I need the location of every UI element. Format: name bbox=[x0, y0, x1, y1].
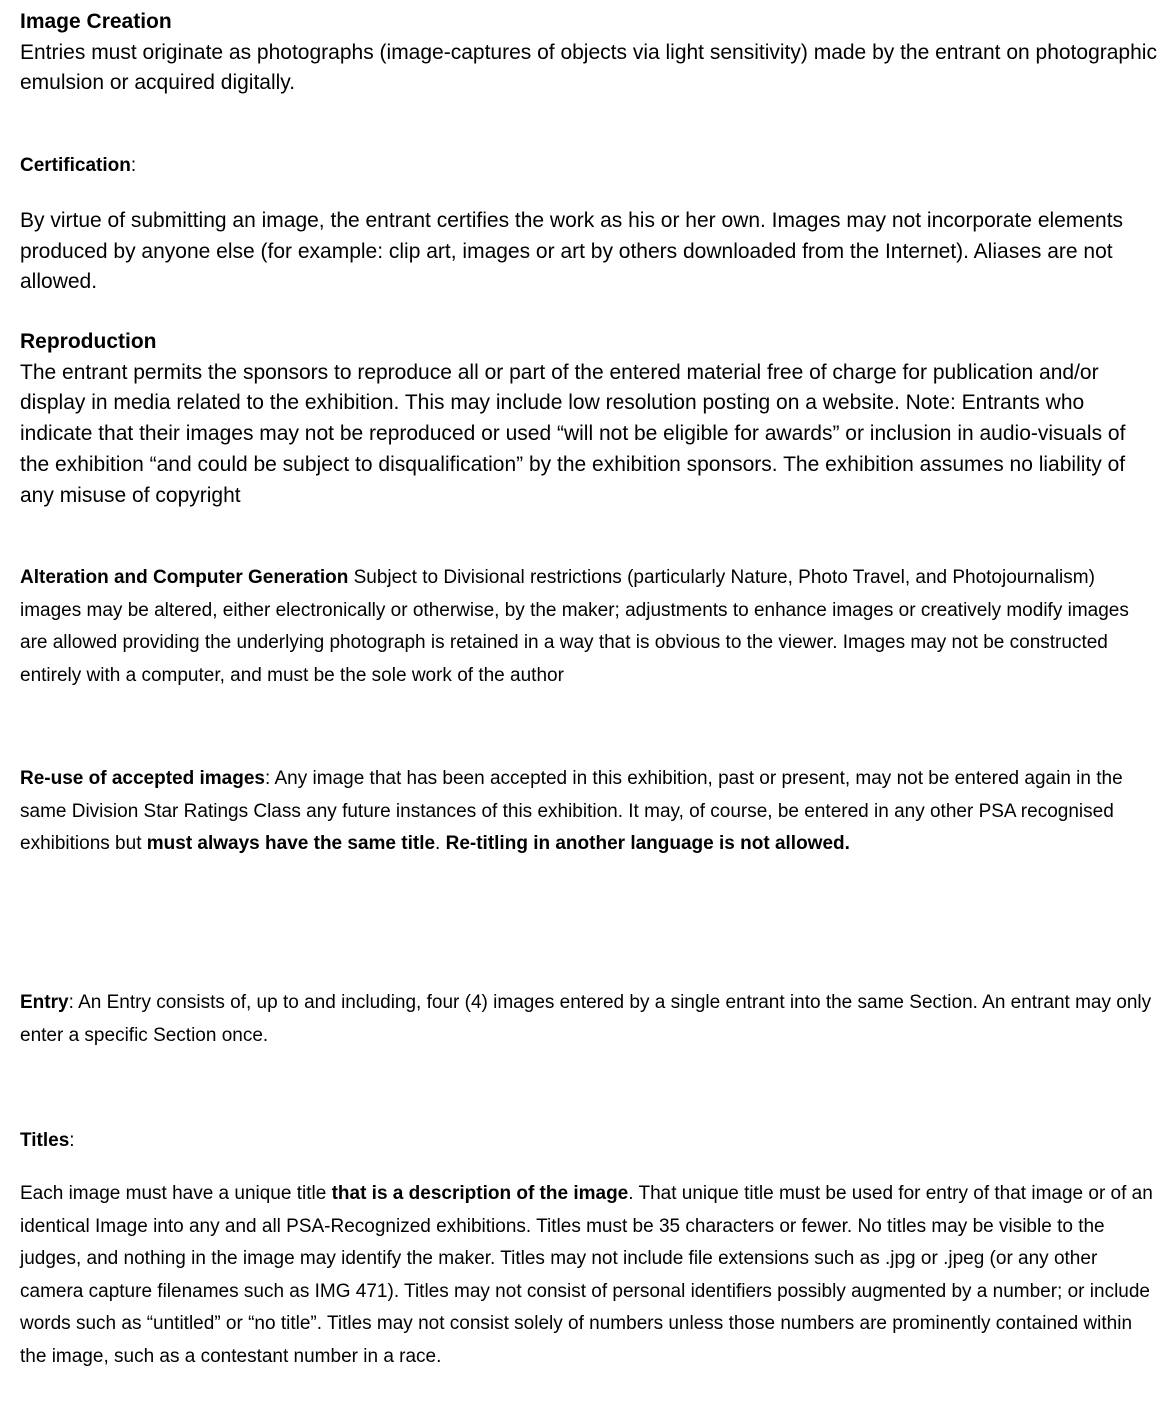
entry-body: : An Entry consists of, up to and including, four (4) images entered by a single entrant into the same Section. An entrant may only enter a specific Section once. bbox=[20, 992, 1152, 1046]
section-certification-body bbox=[20, 206, 1160, 298]
section-entry bbox=[20, 987, 1160, 1052]
titles-body-1: Each image must have a unique title bbox=[20, 1183, 332, 1204]
titles-bold-description: that is a description of the image bbox=[331, 1183, 629, 1204]
titles-heading: Titles bbox=[20, 1130, 70, 1151]
section-heading bbox=[20, 150, 1160, 183]
reuse-body-2: . bbox=[435, 833, 446, 854]
section-alteration bbox=[20, 562, 1160, 692]
section-certification-heading bbox=[20, 150, 1160, 183]
section-titles-body bbox=[20, 1178, 1160, 1373]
certification-body: By virtue of submitting an image, the entrant certifies the work as his or her own. Images may not incorporate elements produced by anyone else (for example: clip art, images or art by others downloaded from the Internet). Aliases are not allowed. bbox=[20, 209, 1124, 294]
reproduction-body: The entrant permits the sponsors to reproduce all or part of the entered material free of charge for publication and/or display in media related to the exhibition. This may include low resolution posting on a website. Note: Entrants who indicate that their images may not be reproduced or used “will not be eligible for awards” or inclusion in audio-visuals of the exhibition “and could be subject to disqualification” by the exhibition sponsors. The exhibition assumes no liability of any misuse of copyright bbox=[20, 360, 1126, 507]
section-reproduction bbox=[20, 327, 1160, 511]
entry-heading: Entry bbox=[20, 992, 69, 1013]
section-heading bbox=[20, 7, 1160, 38]
certification-heading: Certification bbox=[20, 155, 131, 176]
titles-body-2: . That unique title must be used for entry of that image or of an identical Image into any and all PSA-Recognized exhibitions. Titles must be 35 characters or fewer. No titles may be visible to the judges, and nothing in the image may identify the maker. Titles may not include file extensions such as .jpg or .jpeg (or any other camera capture filenames such as IMG 471). Titles may not consist of personal identifiers possibly augmented by a number; or include words such as “untitled” or “no title”. Titles may not consist solely of numbers unless those numbers are prominently contained within the image, such as a contestant number in a race. bbox=[20, 1183, 1153, 1367]
section-reuse bbox=[20, 763, 1160, 861]
titles-heading-colon: : bbox=[69, 1130, 75, 1151]
alteration-paragraph bbox=[20, 562, 1160, 692]
reuse-bold-retitling: Re-titling in another language is not allowed. bbox=[445, 833, 850, 854]
reuse-heading: Re-use of accepted images bbox=[20, 768, 265, 789]
section-heading bbox=[20, 327, 1160, 358]
reuse-bold-same-title: must always have the same title bbox=[146, 833, 436, 854]
certification-heading-colon: : bbox=[130, 155, 137, 176]
alteration-body: Subject to Divisional restrictions (particularly Nature, Photo Travel, and Photojournalism) images may be altered, either electronically or otherwise, by the maker; adjustments to enhance images or creatively modify images are allowed providing the underlying photograph is retained in a way that is obvious to the viewer. Images may not be constructed entirely with a computer, and must be the sole work of the author bbox=[20, 567, 1129, 686]
section-heading bbox=[20, 1125, 1160, 1158]
entry-paragraph bbox=[20, 987, 1160, 1052]
reuse-paragraph bbox=[20, 763, 1160, 861]
section-titles-heading bbox=[20, 1125, 1160, 1158]
image-creation-heading: Image Creation bbox=[20, 10, 172, 33]
image-creation-body: Entries must originate as photographs (image-captures of objects via light sensitivity) made by the entrant on photographic emulsion or acquired digitally. bbox=[20, 40, 1157, 95]
section-image-creation bbox=[20, 7, 1160, 99]
alteration-heading: Alteration and Computer Generation bbox=[20, 567, 349, 588]
reproduction-heading: Reproduction bbox=[20, 330, 157, 353]
reuse-body-1: : Any image that has been accepted in this exhibition, past or present, may not be entered again in the same Division Star Ratings Class any future instances of this exhibition. It may, of course, be entered in any other PSA recognised exhibitions but bbox=[20, 768, 1123, 854]
titles-paragraph bbox=[20, 1178, 1160, 1373]
